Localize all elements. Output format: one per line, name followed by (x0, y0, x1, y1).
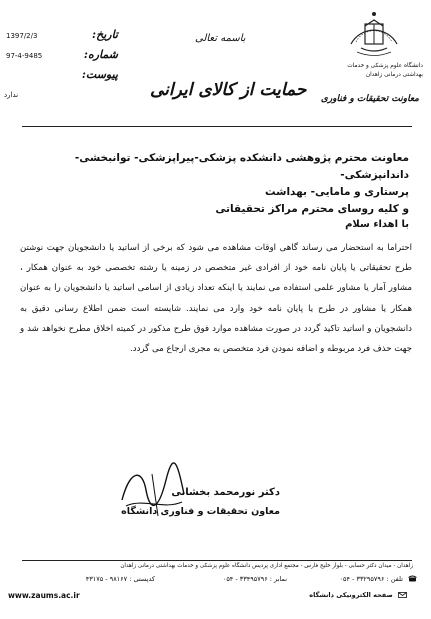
attachment-label: پیوست: (81, 68, 118, 81)
attachment-value: ندارد (4, 91, 19, 99)
number-value: 97-4-9485 (6, 52, 43, 60)
footer-fax: نمابر : ۳۳۴۹۵۷۹۶ - ۰۵۴ (222, 575, 287, 583)
footer-contacts (12, 575, 417, 587)
signatory-title: معاون تحقیقات و فناوری دانشگاه (121, 506, 280, 517)
footer-postal-code: کدپستی : ۹۸۱۶۷ - ۴۳۱۷۵ (85, 575, 155, 583)
footer-email (309, 591, 407, 599)
attachment-row (6, 68, 126, 88)
basmala: باسمه تعالی (195, 33, 246, 44)
recipient-line-2: پرستاری و مامایی- بهداشت (265, 186, 409, 198)
footer-email-label-text: صفحه الکترونیکی دانشگاه (309, 591, 393, 599)
institution-line-1: دانشگاه علوم پزشکی و خدمات (347, 63, 423, 69)
number-label: شماره: (83, 48, 118, 61)
date-value: 1397/2/3 (6, 32, 38, 40)
institution-name (303, 62, 423, 80)
recipient-line-3: و کلیه روسای محترم مراکز تحقیقاتی (215, 203, 409, 215)
deputy-name: معاونت تحقیقات و فناوری (320, 94, 419, 104)
slogan-heading: حمایت از کالای ایرانی (150, 80, 307, 100)
footer-phone-text: تلفن : ۳۳۲۹۵۷۹۶ - ۰۵۴ (339, 575, 403, 583)
letter-body: احتراما به استحضار می رساند گاهی اوقات مشاهده می شود که برخی از اساتید یا دانشجویان جهت نوشتن طرح تحقیقاتی یا پایان نامه خود از افرادی غیر متخصص در زمینه یا رشته تخصصی خود به عنوان همکار ، مشاور آمار یا مشاور علمی استفاده می نمایند یا اینکه تعداد زیادی از اسامی اساتید یا دانشجویان را به عنوان همکار یا مشاور در طرح یا پایان نامه خود وارد می نمایند. شایسته است ضمن اطلاع رسانی دقیق به دانشجویان و اساتید تاکید گردد در صورت مشاهده موارد فوق طرح مذکور در کمیته اخلاق مطرح نخواهد شد و جهت حذف فرد مربوطه و اضافه نمودن فرد متخصص به مجری ارجاع می گردد. (20, 243, 412, 355)
phone-icon (408, 575, 417, 582)
recipients-block (19, 150, 409, 218)
footer-divider (22, 560, 412, 561)
recipient-line-1: معاونت محترم پژوهشی دانشکده پزشکی-پیراپزشکی- توانبخشی- داندانپزشکی- (74, 152, 409, 181)
greeting: با اهداء سلام (345, 219, 409, 230)
footer-address: زاهدان - میدان دکتر حسابی - بلوار خلیج فارس - مجتمع اداری پردیس دانشگاه علوم پزشکی و خدمات بهداشتی درمانی زاهدان (120, 563, 413, 569)
letter-meta-fields (6, 28, 126, 88)
footer-phone (339, 575, 417, 583)
footer-website-link[interactable]: www.zaums.ac.ir (8, 591, 80, 600)
header-divider (22, 126, 412, 127)
university-logo-icon (343, 4, 405, 60)
institution-line-2: بهداشتی درمانی زاهدان (365, 72, 423, 78)
email-icon (398, 592, 407, 598)
date-label: تاریخ: (92, 28, 118, 41)
date-row (6, 28, 126, 48)
number-row (6, 48, 126, 68)
signatory-name: دکتر نورمحمد بخشانی (171, 487, 280, 498)
